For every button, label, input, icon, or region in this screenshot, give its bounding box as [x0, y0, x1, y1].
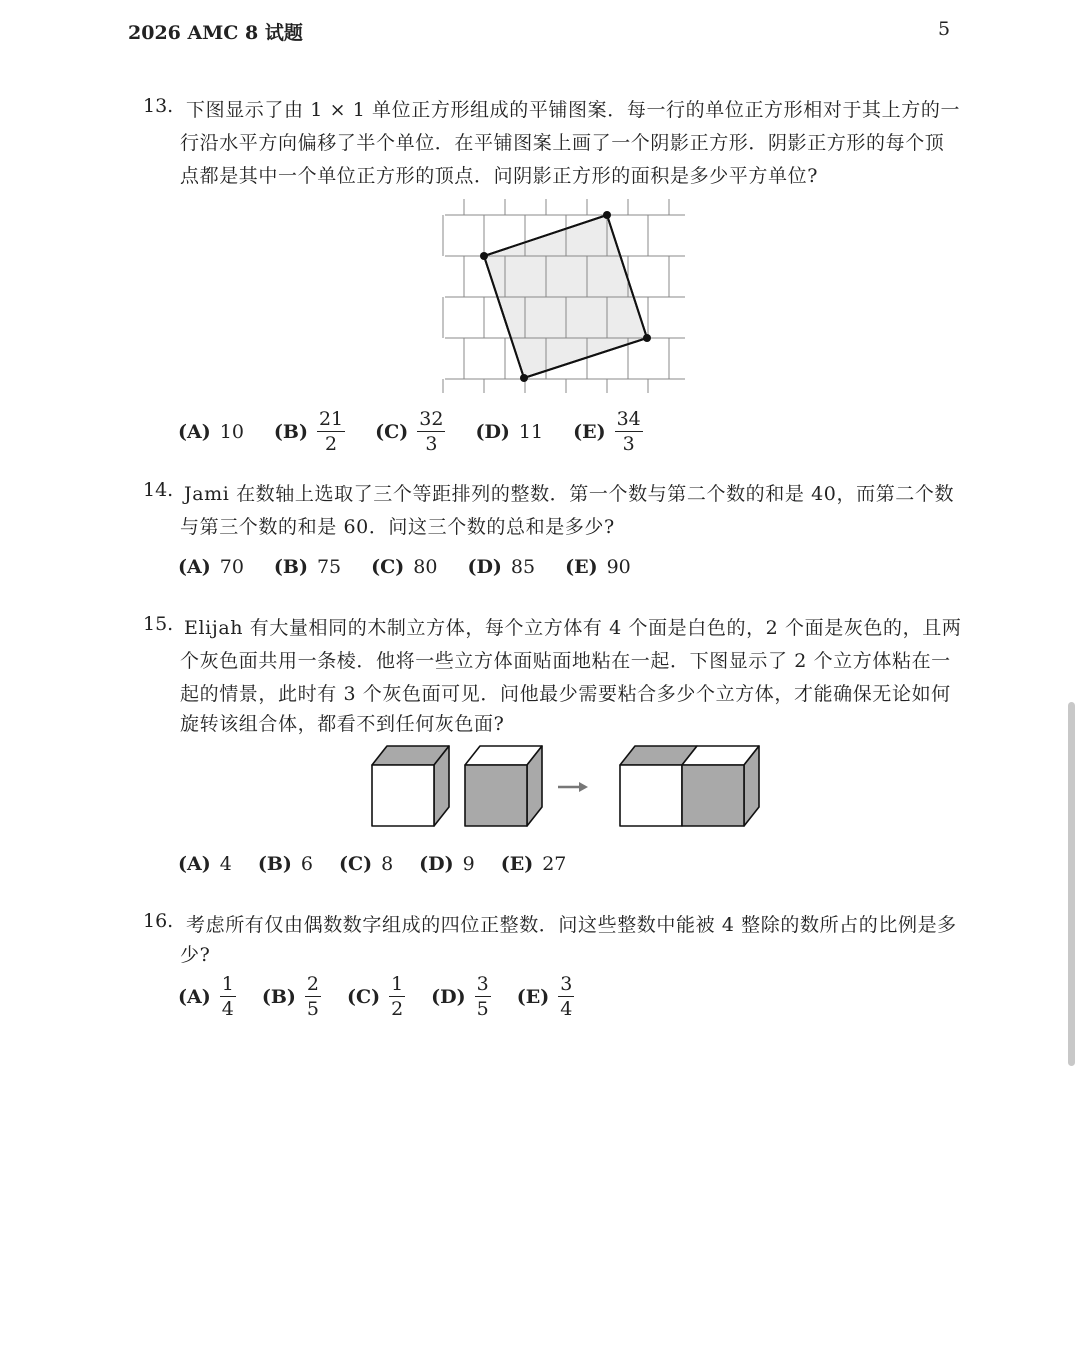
choice-e: (E) $\frac{3}{4}$	[516, 973, 573, 1020]
arrow-icon	[558, 782, 588, 792]
question-13-choices	[178, 408, 643, 455]
choice-e: (E) 27	[500, 853, 567, 875]
choice-d: (D) $\frac{3}{5}$	[431, 973, 489, 1020]
question-16-text-line-2: 少?	[180, 944, 211, 966]
choice-a: (A) 10	[178, 420, 244, 443]
question-14-number: 14.	[143, 479, 174, 501]
question-13-text-line-3: 点都是其中一个单位正方形的顶点．问阴影正方形的面积是多少平方单位?	[180, 165, 818, 187]
choice-b: (B) 6	[257, 853, 313, 875]
cube-gray-top	[372, 746, 449, 826]
vertex-dot	[520, 374, 528, 382]
question-14-choices	[178, 556, 631, 578]
fraction: $\frac{3}{4}$	[560, 973, 573, 1020]
choice-a: (A) $\frac{1}{4}$	[178, 973, 234, 1020]
question-16-number: 16.	[143, 910, 174, 932]
choice-d: (D) 11	[475, 420, 544, 443]
choice-a: (A) 70	[178, 556, 244, 578]
question-13-text-line-1: 下图显示了由 1 × 1 单位正方形组成的平铺图案．每一行的单位正方形相对于其上方的一	[186, 99, 961, 121]
choice-b: (B) 75	[273, 556, 342, 578]
fraction: $\frac{21}{2}$	[318, 408, 344, 455]
choice-c: (C) 80	[371, 556, 438, 578]
choice-b: (B) $\frac{21}{2}$	[273, 408, 344, 455]
vertical-scrollbar-thumb[interactable]	[1068, 702, 1075, 1066]
choice-c: (C) $\frac{32}{3}$	[375, 408, 444, 455]
choice-c: (C) 8	[338, 853, 394, 875]
question-16-choices	[178, 973, 574, 1020]
fraction: $\frac{2}{5}$	[306, 973, 319, 1020]
choice-e: (E) $\frac{34}{3}$	[573, 408, 641, 455]
question-15-text-line-3: 起的情景，此时有 3 个灰色面可见．问他最少需要粘合多少个立方体，才能确保无论如何	[180, 683, 951, 705]
choice-a: (A) 4	[178, 853, 232, 875]
question-16-text-line-1: 考虑所有仅由偶数数字组成的四位正整数．问这些整数中能被 4 整除的数所占的比例是多	[186, 914, 957, 936]
question-14-text-line-1: Jami 在数轴上选取了三个等距排列的整数．第一个数与第二个数的和是 40，而第二个数	[184, 483, 955, 505]
choice-c: (C) $\frac{1}{2}$	[346, 973, 404, 1020]
question-15-choices	[178, 853, 566, 875]
vertex-dot	[643, 334, 651, 342]
page-number: 5	[938, 18, 951, 40]
fraction: $\frac{32}{3}$	[419, 408, 444, 455]
vertex-dot	[480, 252, 488, 260]
question-15-text-line-4: 旋转该组合体，都看不到任何灰色面?	[180, 713, 505, 735]
question-13-number: 13.	[143, 95, 174, 117]
glued-cubes	[620, 746, 759, 826]
cubes-figure	[365, 740, 765, 832]
question-15-text-line-1: Elijah 有大量相同的木制立方体，每个立方体有 4 个面是白色的，2 个面是灰色的，且两	[184, 617, 962, 639]
brick-tiling-figure	[440, 195, 690, 395]
running-header-title: 2026 AMC 8 试题	[128, 22, 303, 44]
question-14-text-line-2: 与第三个数的和是 60．问这三个数的总和是多少?	[180, 516, 615, 538]
question-15-number: 15.	[143, 613, 174, 635]
choice-b: (B) $\frac{2}{5}$	[261, 973, 319, 1020]
cube-gray-front	[465, 746, 542, 826]
question-15-text-line-2: 个灰色面共用一条棱．他将一些立方体面贴面地粘在一起．下图显示了 2 个立方体粘在一	[180, 650, 951, 672]
fraction: $\frac{1}{2}$	[391, 973, 404, 1020]
fraction: $\frac{34}{3}$	[616, 408, 641, 455]
fraction: $\frac{1}{4}$	[221, 973, 234, 1020]
vertex-dot	[603, 211, 611, 219]
question-13-text-line-2: 行沿水平方向偏移了半个单位．在平铺图案上画了一个阴影正方形．阴影正方形的每个顶	[180, 132, 945, 154]
choice-d: (D) 85	[467, 556, 536, 578]
choice-e: (E) 90	[565, 556, 631, 578]
choice-d: (D) 9	[419, 853, 475, 875]
fraction: $\frac{3}{5}$	[476, 973, 489, 1020]
